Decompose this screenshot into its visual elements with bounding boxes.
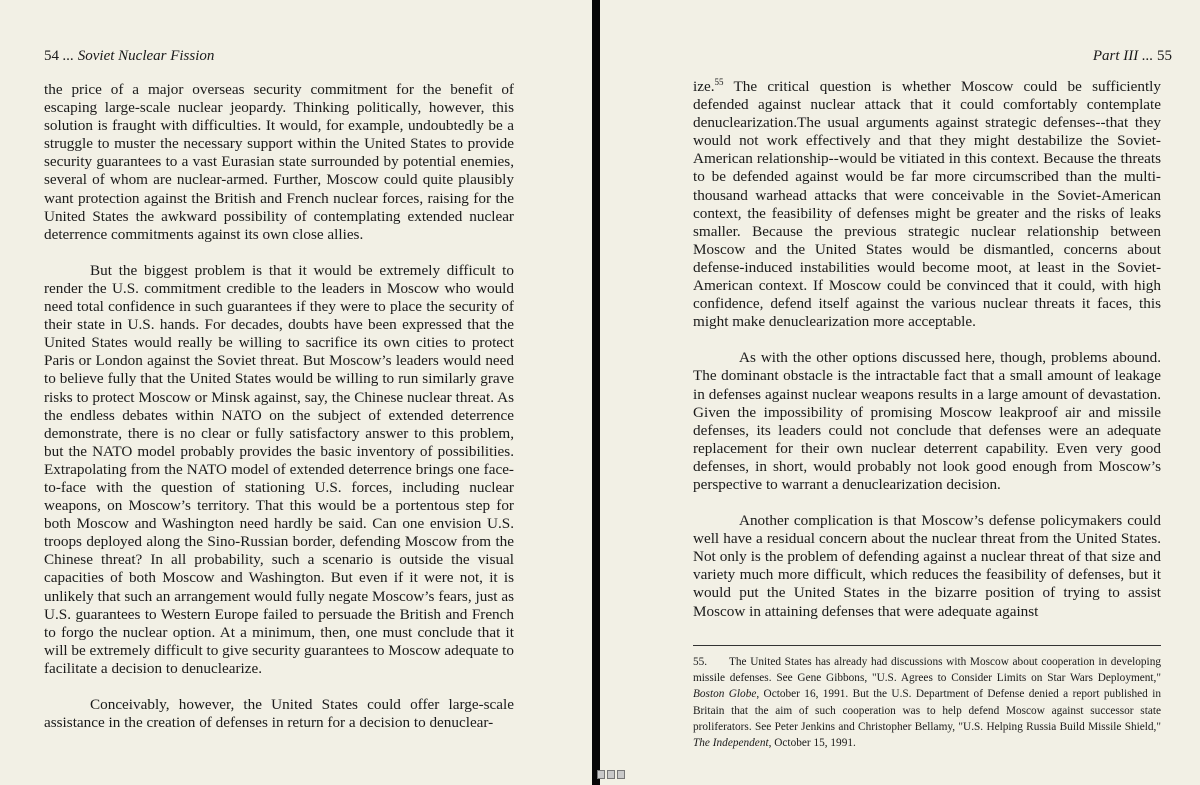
paragraph: As with the other options discussed here, though, problems abound. The dominant obstacle is the intractable fact that a small amount of leakage in defenses against nuclear weapons results in a large amount of devastation. Given the impossibility of promising Moscow leakproof air and missile defenses, its leaders could not conclude that defenses were an adequate replacement for their own nuclear deterrent capability. Even very good defenses, in short, would probably not look good enough from Moscow’s perspective to warrant a denuclearization decision. — [693, 349, 1161, 493]
left-page — [0, 0, 592, 785]
paragraph — [693, 78, 1161, 331]
page-thumb-icon[interactable] — [617, 770, 625, 779]
book-gutter — [592, 0, 600, 785]
running-head-left — [44, 47, 214, 65]
paragraph-start: ize. — [693, 78, 715, 95]
right-page-body — [693, 78, 1161, 621]
page-indicator[interactable] — [597, 770, 625, 779]
footnote-marker: 55 — [714, 76, 724, 87]
right-page — [600, 0, 1200, 785]
footnote-rule — [693, 645, 1161, 646]
footnote — [693, 654, 1161, 751]
page-thumb-icon[interactable] — [597, 770, 605, 779]
footnote-text: , October 15, 1991. — [768, 737, 856, 750]
paragraph: But the biggest problem is that it would be extremely difficult to render the U.S. commitment credible to the leaders in Moscow who would need total confidence in such guarantees if they were to place the security of their state in U.S. hands. For decades, doubts have been expressed that the United States would really be willing to sacrifice its own cities to protect Paris or London against the Soviet threat. But Moscow’s leaders would need to believe fully that the United States would be willing to run similarly grave risks to protect Moscow or Minsk against, say, the Chinese nuclear threat. As the endless debates within NATO on the subject of extended deterrence demonstrate, there is no clear or fully satisfactory answer to this problem, but the NATO model probably provides the basic inventory of possibilities. Extrapolating from the NATO model of extended deterrence brings one face-to-face with the question of stationing U.S. forces, including nuclear weapons, on Moscow’s territory. That this would be a portentous step for both Moscow and Washington need hardly be said. Can one envision U.S. troops deployed along the Sino-Russian border, defending Moscow from the Chinese threat? In all probability, such a scenario is outside the visual capacities of both Moscow and Washington. But even if it were not, it is unlikely that such an arrangement would fully negate Moscow’s fears, just as U.S. guarantees to Western Europe failed to persuade the British and French to forgo the nuclear option. At a minimum, then, one must conclude that it will be extremely difficult to give security guarantees to Moscow adequate to facilitate a decision to denuclearize. — [44, 261, 514, 677]
paragraph-continuation: The critical question is whether Moscow could be sufficiently defended against nuclear attack that it could comfortably contemplate denuclearization.The usual arguments against strategic defenses--that they would not work effectively and that they might destabilize the Soviet-American relationship--would be vitiated in this context. Because the threats to be defended against would be far more circumscribed than the multi-thousand warhead attacks that were conceivable in the Soviet-American context, the feasibility of defenses might be greater and the risks of leaks smaller. Because the previous strategic nuclear relationship between Moscow and the United States would be dismantled, concerns about defense-induced instabilities would become moot, at least in the Soviet-American context. If Moscow could be convinced that it could, with high confidence, defend itself against the various nuclear threats it faces, this might make denuclearization more acceptable. — [693, 78, 1161, 331]
page-number-left: 54 — [44, 48, 59, 64]
page-number-right: 55 — [1157, 48, 1172, 64]
footnote-text: , October 16, 1991. But the U.S. Department of Defense denied a report published in Britain that the aim of such cooperation was to help defend Moscow against successor state proliferators. See Peter Jenkins and Christopher Bellamy, "U.S. Helping Russia Build Missile Shield," — [693, 688, 1161, 733]
running-title-left: ... Soviet Nuclear Fission — [62, 48, 215, 64]
left-page-body — [44, 81, 514, 732]
running-head-right — [1093, 47, 1172, 65]
running-title-right: Part III ... — [1092, 48, 1154, 64]
footnote-number: 55. — [693, 656, 708, 668]
footnote-source: Boston Globe — [693, 688, 757, 701]
paragraph: Another complication is that Moscow’s defense policymakers could well have a residual concern about the nuclear threat from the United States. Not only is the problem of defending against a nuclear threat of that size and variety much more difficult, which reduces the feasibility of defenses, but it would put the United States in the bizarre position of trying to assist Moscow in attaining defenses that were adequate against — [693, 512, 1161, 620]
paragraph: the price of a major overseas security commitment for the benefit of escaping large-scale nuclear jeopardy. Thinking politically, however, this solution is fraught with difficulties. It would, for example, undoubtedly be a struggle to muster the necessary support within the United States to provide security guarantees to a vast Eurasian state surrounded by potential enemies, several of whom are nuclear-armed. Further, Moscow could quite plausibly want protection against the British and French nuclear forces, raising for the United States the awkward possibility of contemplating extended nuclear deterrence commitments against its own close allies. — [44, 81, 514, 243]
page-thumb-icon[interactable] — [607, 770, 615, 779]
footnote-text: The United States has already had discussions with Moscow about cooperation in developing missile defenses. See Gene Gibbons, "U.S. Agrees to Consider Limits on Star Wars Deployment," — [693, 656, 1161, 685]
footnote-source: The Independent — [693, 737, 769, 750]
paragraph: Conceivably, however, the United States could offer large-scale assistance in the creation of defenses in return for a decision to denuclear- — [44, 696, 514, 732]
